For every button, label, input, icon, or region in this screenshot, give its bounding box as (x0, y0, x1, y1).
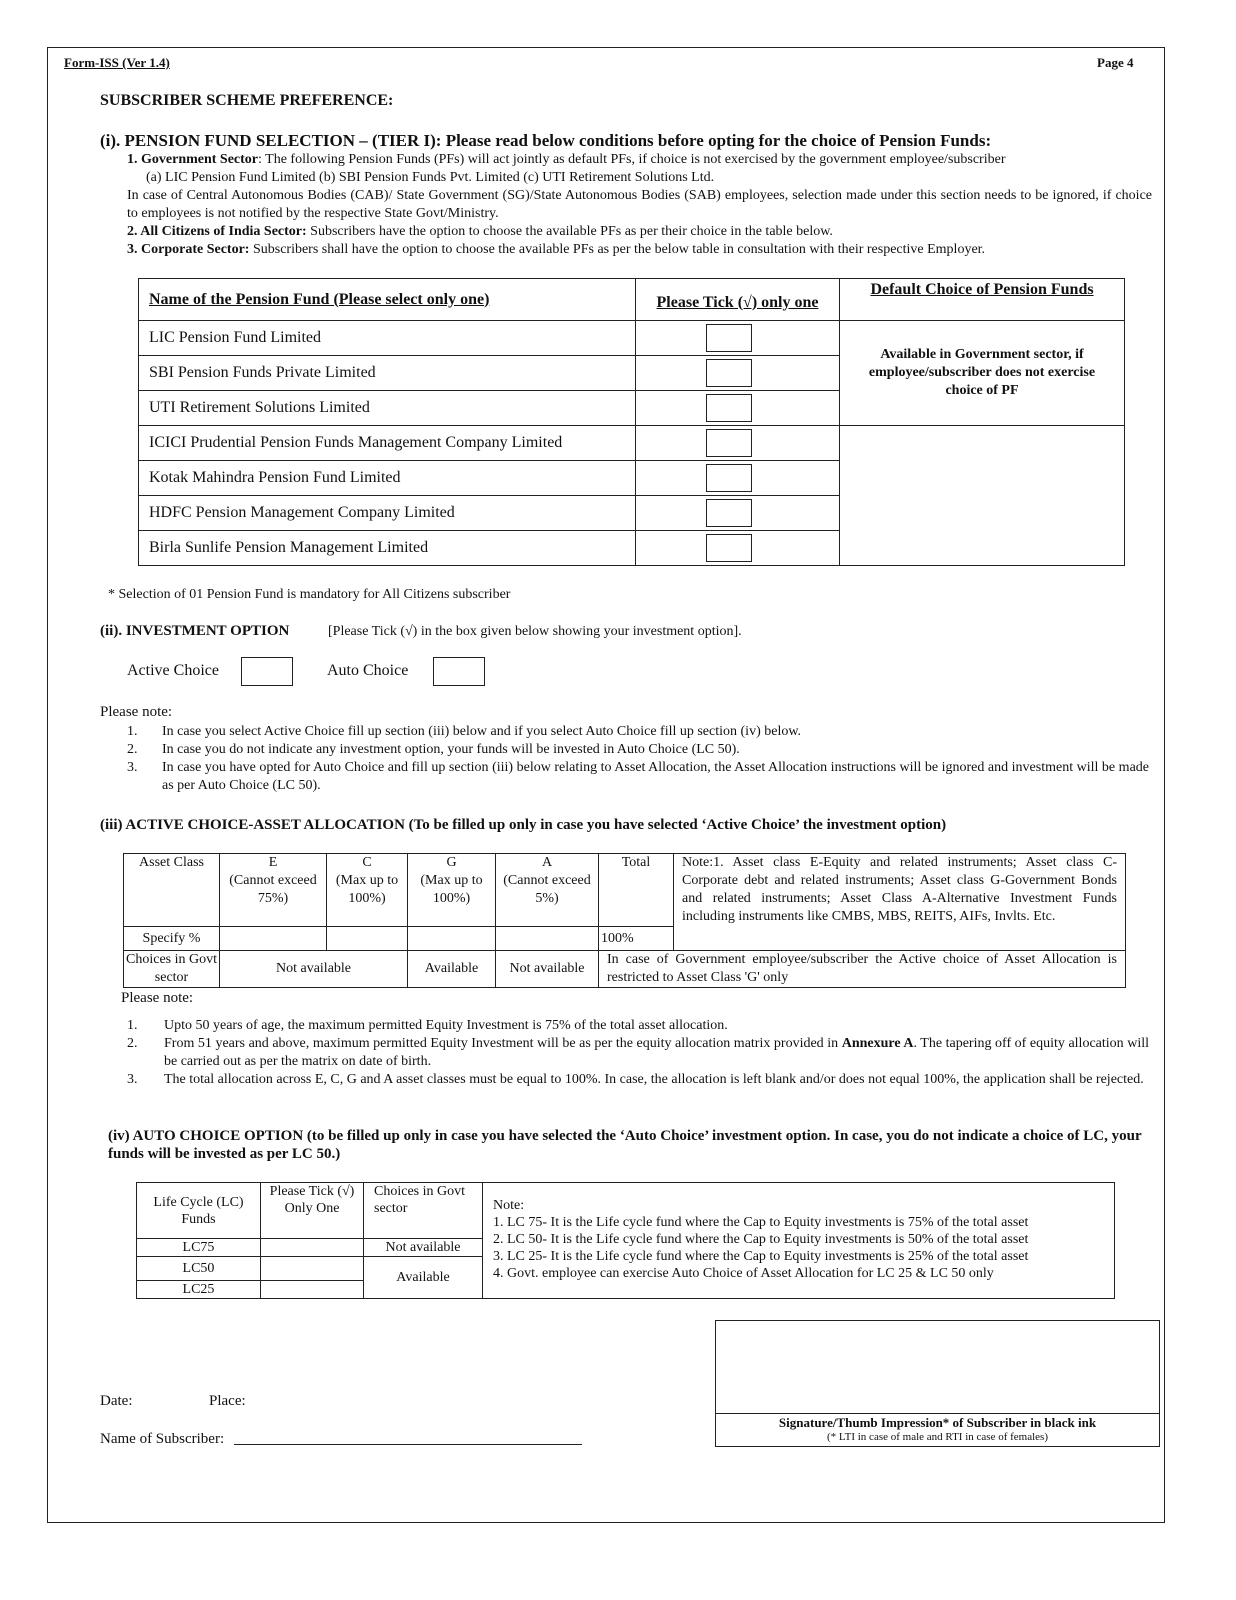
lc75-tick[interactable] (261, 1239, 364, 1257)
section3-heading: (iii) ACTIVE CHOICE-ASSET ALLOCATION (To be filled up only in case you have selected ‘Active Choice’ the investment option) (100, 817, 947, 833)
lc-row-label: LC50 (137, 1257, 261, 1281)
list-item: 1. In case you select Active Choice fill up section (iii) below and if you select Auto Choice fill up section (iv) below. (127, 724, 802, 739)
col-default: Default Choice of Pension Funds (840, 279, 1125, 321)
fund-checkbox-birla[interactable] (706, 534, 752, 562)
fund-checkbox-icici[interactable] (706, 429, 752, 457)
list-item: 1. Upto 50 years of age, the maximum permitted Equity Investment is 75% of the total asset allocation. (127, 1018, 728, 1033)
col-lc-gov: Choices in Govt sector (364, 1183, 483, 1239)
fund-name: SBI Pension Funds Private Limited (139, 356, 636, 391)
list-item: 3. The total allocation across E, C, G and A asset classes must be equal to 100%. In case, the allocation is left blank and/or does not equal 100%, the application shall be rejected. (127, 1072, 1144, 1087)
fund-checkbox-uti[interactable] (706, 394, 752, 422)
fund-checkbox-hdfc[interactable] (706, 499, 752, 527)
place-label: Place: (209, 1393, 246, 1409)
col-tick: Please Tick (√) only one (636, 279, 840, 321)
lc-row-label: LC75 (137, 1239, 261, 1257)
default-note: Available in Government sector, if employee/subscriber does not exercise choice of PF (840, 321, 1125, 426)
lc-available: Available (364, 1257, 483, 1299)
g-available: Available (408, 951, 496, 988)
default-empty (840, 426, 1125, 566)
ec-not-available: Not available (220, 951, 408, 988)
specify-e-input[interactable] (220, 927, 327, 951)
gov-sector-text: 1. Government Sector: The following Pension Funds (PFs) will act jointly as default PFs, if choice is not exercised by the government employee/subscriber (127, 152, 1006, 167)
list-item: 3. In case you have opted for Auto Choice and fill up section (iii) below relating to Asset Allocation, the Asset Allocation instructions will be ignored and investment will be made as per Auto Choice (LC 50). (127, 760, 1149, 793)
fund-name: UTI Retirement Solutions Limited (139, 391, 636, 426)
subscriber-name-label: Name of Subscriber: (100, 1431, 225, 1447)
total-value: 100% (599, 927, 674, 951)
gov-default-funds: (a) LIC Pension Fund Limited (b) SBI Pension Funds Pvt. Limited (c) UTI Retirement Solutions Ltd. (146, 170, 715, 185)
signature-label: Signature/Thumb Impression* of Subscriber in black ink (778, 1415, 1097, 1430)
fund-row (139, 426, 1125, 461)
fund-checkbox-lic[interactable] (706, 324, 752, 352)
specify-g-input[interactable] (408, 927, 496, 951)
signature-sub: (* LTI in case of male and RTI in case of females) (827, 1431, 1048, 1443)
signature-box[interactable] (715, 1320, 1160, 1447)
section2-heading: (ii). INVESTMENT OPTION (100, 623, 290, 639)
fund-name: LIC Pension Fund Limited (139, 321, 636, 356)
section3-note-title: Please note: (121, 990, 194, 1006)
auto-choice-label: Auto Choice (327, 662, 409, 679)
gov-allocation-note: In case of Government employee/subscriber the Active choice of Asset Allocation is restricted to Asset Class 'G' only (599, 951, 1126, 988)
active-choice-label: Active Choice (127, 662, 219, 679)
col-lc-tick: Please Tick (√) Only One (261, 1183, 364, 1239)
col-c: C (Max up to 100%) (327, 854, 408, 927)
lc25-tick[interactable] (261, 1281, 364, 1299)
fund-checkbox-kotak[interactable] (706, 464, 752, 492)
pf-footnote: * Selection of 01 Pension Fund is mandatory for All Citizens subscriber (108, 587, 511, 602)
date-label: Date: (100, 1393, 133, 1409)
citizen-sector-text: 2. All Citizens of India Sector: Subscribers have the option to choose the available PFs as per their choice in the table below. (127, 224, 833, 239)
cab-text: In case of Central Autonomous Bodies (CAB)/ State Government (SG)/State Autonomous Bodies (SAB) employees, selection made under this section needs to be ignored, if choice to employees is not notified by the respective State Govt/Ministry. (127, 188, 1152, 221)
fund-name: HDFC Pension Management Company Limited (139, 496, 636, 531)
list-item: 2. In case you do not indicate any investment option, your funds will be invested in Auto Choice (LC 50). (127, 742, 740, 757)
corporate-sector-text: 3. Corporate Sector: Subscribers shall have the option to choose the available PFs as per the below table in consultation with their respective Employer. (127, 242, 986, 257)
col-fund-name: Name of the Pension Fund (Please select only one) (139, 279, 636, 321)
a-not-available: Not available (496, 951, 599, 988)
form-id: Form-ISS (Ver 1.4) (64, 55, 170, 70)
section1-heading: (i). PENSION FUND SELECTION – (TIER I): Please read below conditions before opting for the choice of Pension Funds: (100, 131, 992, 150)
col-g: G (Max up to 100%) (408, 854, 496, 927)
fund-name: Birla Sunlife Pension Management Limited (139, 531, 636, 566)
lc50-tick[interactable] (261, 1257, 364, 1281)
asset-allocation-table (123, 853, 1126, 988)
fund-checkbox-sbi[interactable] (706, 359, 752, 387)
lc-notes: Note: 1. LC 75- It is the Life cycle fund where the Cap to Equity investments is 75% of the total asset 2. LC 50- It is the Life cycle fund where the Cap to Equity investments is 50% of the total asset 3. LC 25- It is the Life cycle fund where the Cap to Equity investments is 25% of the total asset 4. Govt. employee can exercise Auto Choice of Asset Allocation for LC 25 & LC 50 only (483, 1183, 1115, 1299)
col-total: Total (599, 854, 674, 927)
asset-class-note: Note:1. Asset class E-Equity and related instruments; Asset class C-Corporate debt and related instruments; Asset class G-Government Bonds and related instruments; Asset Class A-Alternative Investment Funds including instruments like CMBS, MBS, REITS, AIFs, Invlts. Etc. (674, 854, 1126, 951)
section2-instruction: [Please Tick (√) in the box given below showing your investment option]. (328, 624, 742, 639)
page-title: SUBSCRIBER SCHEME PREFERENCE: (100, 92, 394, 109)
col-e: E (Cannot exceed 75%) (220, 854, 327, 927)
subscriber-name-line[interactable] (234, 1444, 582, 1445)
list-item: 2. From 51 years and above, maximum permitted Equity Investment will be as per the equity allocation matrix provided in Annexure A. The tapering off of equity allocation will be carried out as per the matrix on date of birth. (127, 1036, 1149, 1069)
specify-label: Specify % (124, 927, 220, 951)
lc-row-label: LC25 (137, 1281, 261, 1299)
specify-a-input[interactable] (496, 927, 599, 951)
fund-row (139, 321, 1125, 356)
lc75-not-available: Not available (364, 1239, 483, 1257)
pension-fund-table (138, 278, 1125, 566)
auto-choice-checkbox[interactable] (433, 657, 485, 686)
col-lc-funds: Life Cycle (LC) Funds (137, 1183, 261, 1239)
active-choice-checkbox[interactable] (241, 657, 293, 686)
choices-gov-label: Choices in Govt sector (124, 951, 220, 988)
col-asset-class: Asset Class (124, 854, 220, 927)
section4-heading: (iv) AUTO CHOICE OPTION (to be filled up only in case you have selected the ‘Auto Choice’ investment option. In case, you do not indicate a choice of LC, your funds will be invested as per LC 50.) (108, 1128, 1142, 1162)
col-a: A (Cannot exceed 5%) (496, 854, 599, 927)
fund-name: Kotak Mahindra Pension Fund Limited (139, 461, 636, 496)
page-number: Page 4 (1097, 55, 1134, 70)
fund-name: ICICI Prudential Pension Funds Management Company Limited (139, 426, 636, 461)
specify-c-input[interactable] (327, 927, 408, 951)
section2-note-title: Please note: (100, 704, 173, 720)
auto-choice-table (136, 1182, 1115, 1299)
